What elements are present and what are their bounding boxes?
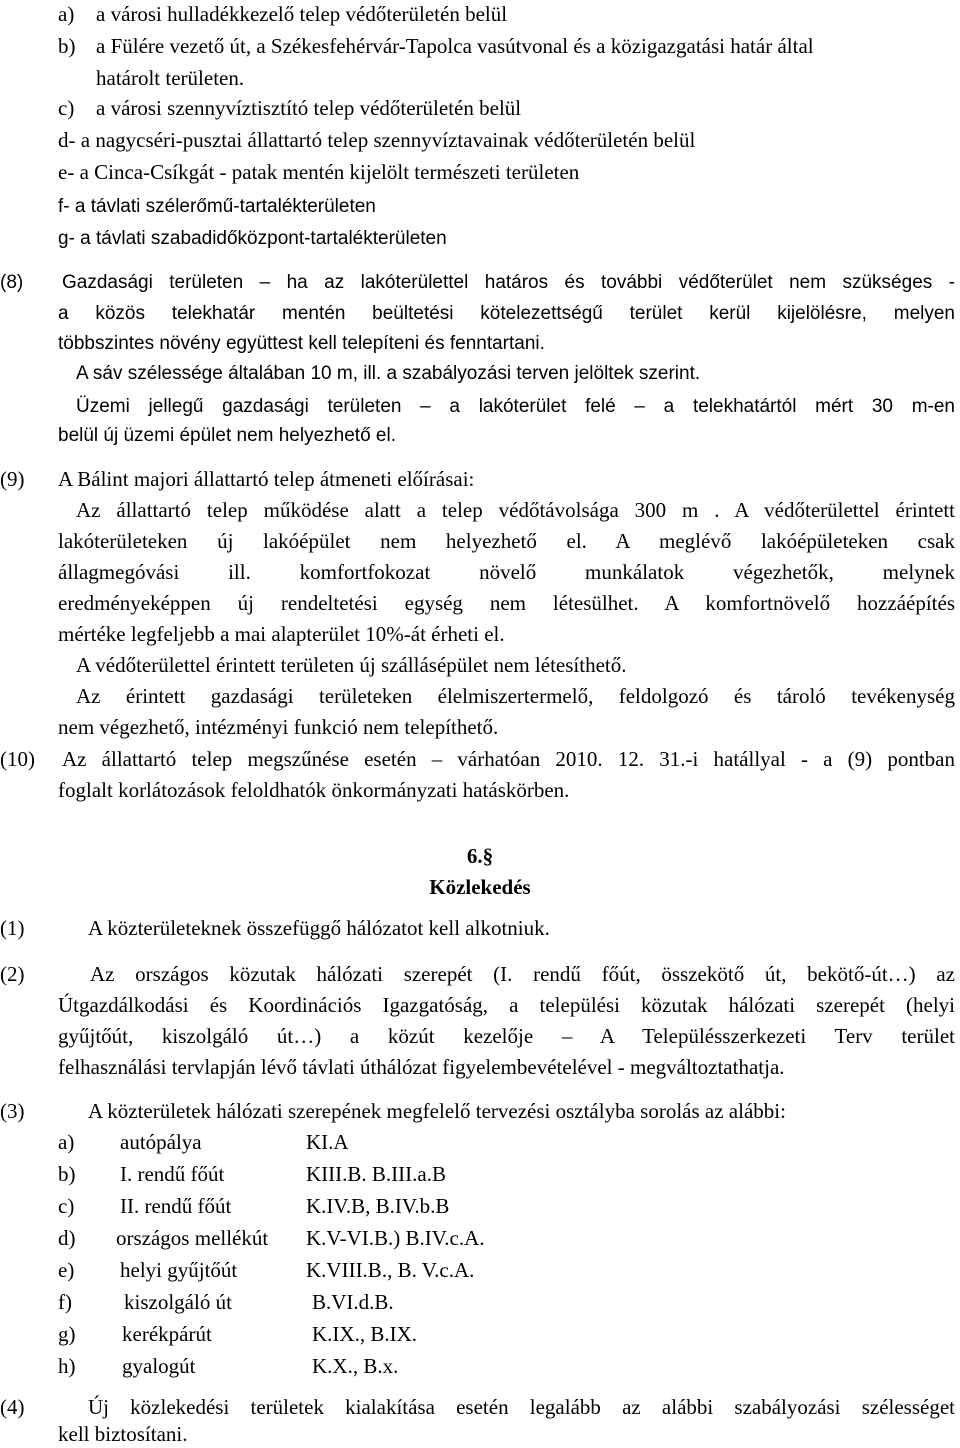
class-name-b: I. rendű főút (120, 1162, 225, 1186)
class-name-c: II. rendű főút (120, 1194, 232, 1218)
section-number: 6.§ (466, 844, 494, 868)
class-label-h: h) (58, 1354, 76, 1378)
class-label-b: b) (58, 1162, 76, 1186)
class-name-h: gyalogút (122, 1354, 196, 1378)
class-name-e: helyi gyűjtőút (120, 1258, 238, 1282)
class-label-f: f) (58, 1290, 72, 1314)
p8-line3: többszintes növény együttest kell telepíteni és fenntartani. (58, 333, 545, 354)
paragraph-number-9: (9) (0, 467, 25, 491)
class-code-h: K.X., B.x. (312, 1354, 399, 1378)
list-label-c: c) (58, 96, 75, 120)
class-code-e: K.VIII.B., B. V.c.A. (306, 1258, 475, 1282)
s4-line1: Új közlekedési területek kialakítása esetén legalább az alábbi szabályozási szélességet (88, 1395, 955, 1419)
paragraph-number-10: (10) (0, 747, 35, 771)
list-item-g: g- a távlati szabadidőközpont-tartalékterületen (58, 228, 447, 249)
class-code-c: K.IV.B, B.IV.b.B (306, 1194, 450, 1218)
class-label-c: c) (58, 1194, 75, 1218)
list-item-d: d- a nagycséri-pusztai állattartó telep szennyvíztavainak védőterületén belül (58, 128, 696, 152)
s4-line2: kell biztosítani. (58, 1422, 188, 1446)
class-label-a: a) (58, 1130, 75, 1154)
section-title: Közlekedés (429, 875, 531, 899)
s2-line3: gyűjtőút, kiszolgáló út…) a közút kezelője – A Településszerkezeti Terv terület (58, 1024, 955, 1048)
list-item-f: f- a távlati szélerőmű-tartalékterületen (58, 196, 376, 217)
p8-line1: Gazdasági területen – ha az lakóterülettel határos és további védőterület nem szükséges - (62, 272, 955, 293)
p9-line8: Az érintett gazdasági területeken élelmiszertermelő, feldolgozó és tároló tevékenység (76, 684, 955, 708)
list-item-b-line2: határolt területen. (96, 66, 245, 90)
s2-line4: felhasználási tervlapján lévő távlati úthálózat figyelembevételével - megváltoztathatja. (58, 1055, 785, 1079)
class-name-g: kerékpárút (122, 1322, 212, 1346)
class-name-f: kiszolgáló út (124, 1290, 232, 1314)
list-item-b-line1: a Fülére vezető út, a Székesfehérvár-Tapolca vasútvonal és a közigazgatási határ által (96, 34, 814, 58)
list-item-a: a városi hulladékkezelő telep védőterületén belül (96, 2, 508, 26)
p8-line2: a közös telekhatár mentén beültetési kötelezettségű terület kerül kijelölésre, melyen (58, 303, 955, 324)
class-code-b: KIII.B. B.III.a.B (306, 1162, 446, 1186)
s2-line2: Útgazdálkodási és Koordinációs Igazgatóság, a települési közutak hálózati szerepét (helyi (58, 993, 955, 1017)
class-code-g: K.IX., B.IX. (312, 1322, 417, 1346)
p8-line5: Üzemi jellegű gazdasági területen – a lakóterület felé – a telekhatártól mért 30 m-en (76, 396, 955, 417)
class-label-d: d) (58, 1226, 76, 1250)
s1-text: A közterületeknek összefüggő hálózatot kell alkotniuk. (88, 916, 550, 940)
paragraph-number-2: (2) (0, 962, 25, 986)
list-label-a: a) (58, 2, 75, 26)
p9-line4: állagmegóvási ill. komfortfokozat növelő munkálatok végezhetők, melynek (58, 560, 955, 584)
p8-line6: belül új üzemi épület nem helyezhető el. (58, 425, 396, 446)
class-name-d: országos mellékút (116, 1226, 269, 1250)
list-item-c: a városi szennyvíztisztító telep védőterületén belül (96, 96, 522, 120)
p9-line3: lakóterületeken új lakóépület nem helyezhető el. A meglévő lakóépületeken csak (58, 529, 955, 553)
class-code-a: KI.A (306, 1130, 349, 1154)
paragraph-number-3: (3) (0, 1099, 25, 1123)
class-name-a: autópálya (120, 1130, 202, 1154)
p8-line4: A sáv szélessége általában 10 m, ill. a szabályozási terven jelöltek szerint. (76, 363, 701, 384)
paragraph-number-8: (8) (0, 272, 24, 293)
p10-line2: foglalt korlátozások feloldhatók önkormányzati hatáskörben. (58, 778, 570, 802)
class-label-g: g) (58, 1322, 76, 1346)
class-label-e: e) (58, 1258, 75, 1282)
paragraph-number-4: (4) (0, 1395, 25, 1419)
paragraph-number-1: (1) (0, 916, 25, 940)
class-code-f: B.VI.d.B. (312, 1290, 394, 1314)
s3-intro: A közterületek hálózati szerepének megfelelő tervezési osztályba sorolás az alábbi: (88, 1099, 786, 1123)
p9-line6: mértéke legfeljebb a mai alapterület 10%-át érheti el. (58, 622, 505, 646)
list-label-b: b) (58, 34, 76, 58)
p9-line5: eredményeképpen új rendeltetési egység nem létesülhet. A komfortnövelő hozzáépítés (58, 591, 955, 615)
s2-line1: Az országos közutak hálózati szerepét (I. rendű főút, összekötő út, bekötő-út…) az (90, 962, 955, 986)
p9-line9: nem végezhető, intézményi funkció nem telepíthető. (58, 715, 499, 739)
p9-line1: A Bálint majori állattartó telep átmeneti előírásai: (58, 467, 475, 491)
list-item-e: e- a Cinca-Csíkgát - patak mentén kijelölt természeti területen (58, 160, 580, 184)
p9-line7: A védőterülettel érintett területen új szállásépület nem létesíthető. (76, 653, 627, 677)
p10-line1: Az állattartó telep megszűnése esetén – várhatóan 2010. 12. 31.-i hatállyal - a (9) pontban (62, 747, 955, 771)
p9-line2: Az állattartó telep működése alatt a telep védőtávolsága 300 m . A védőterülettel érintett (76, 498, 955, 522)
class-code-d: K.V-VI.B.) B.IV.c.A. (306, 1226, 485, 1250)
